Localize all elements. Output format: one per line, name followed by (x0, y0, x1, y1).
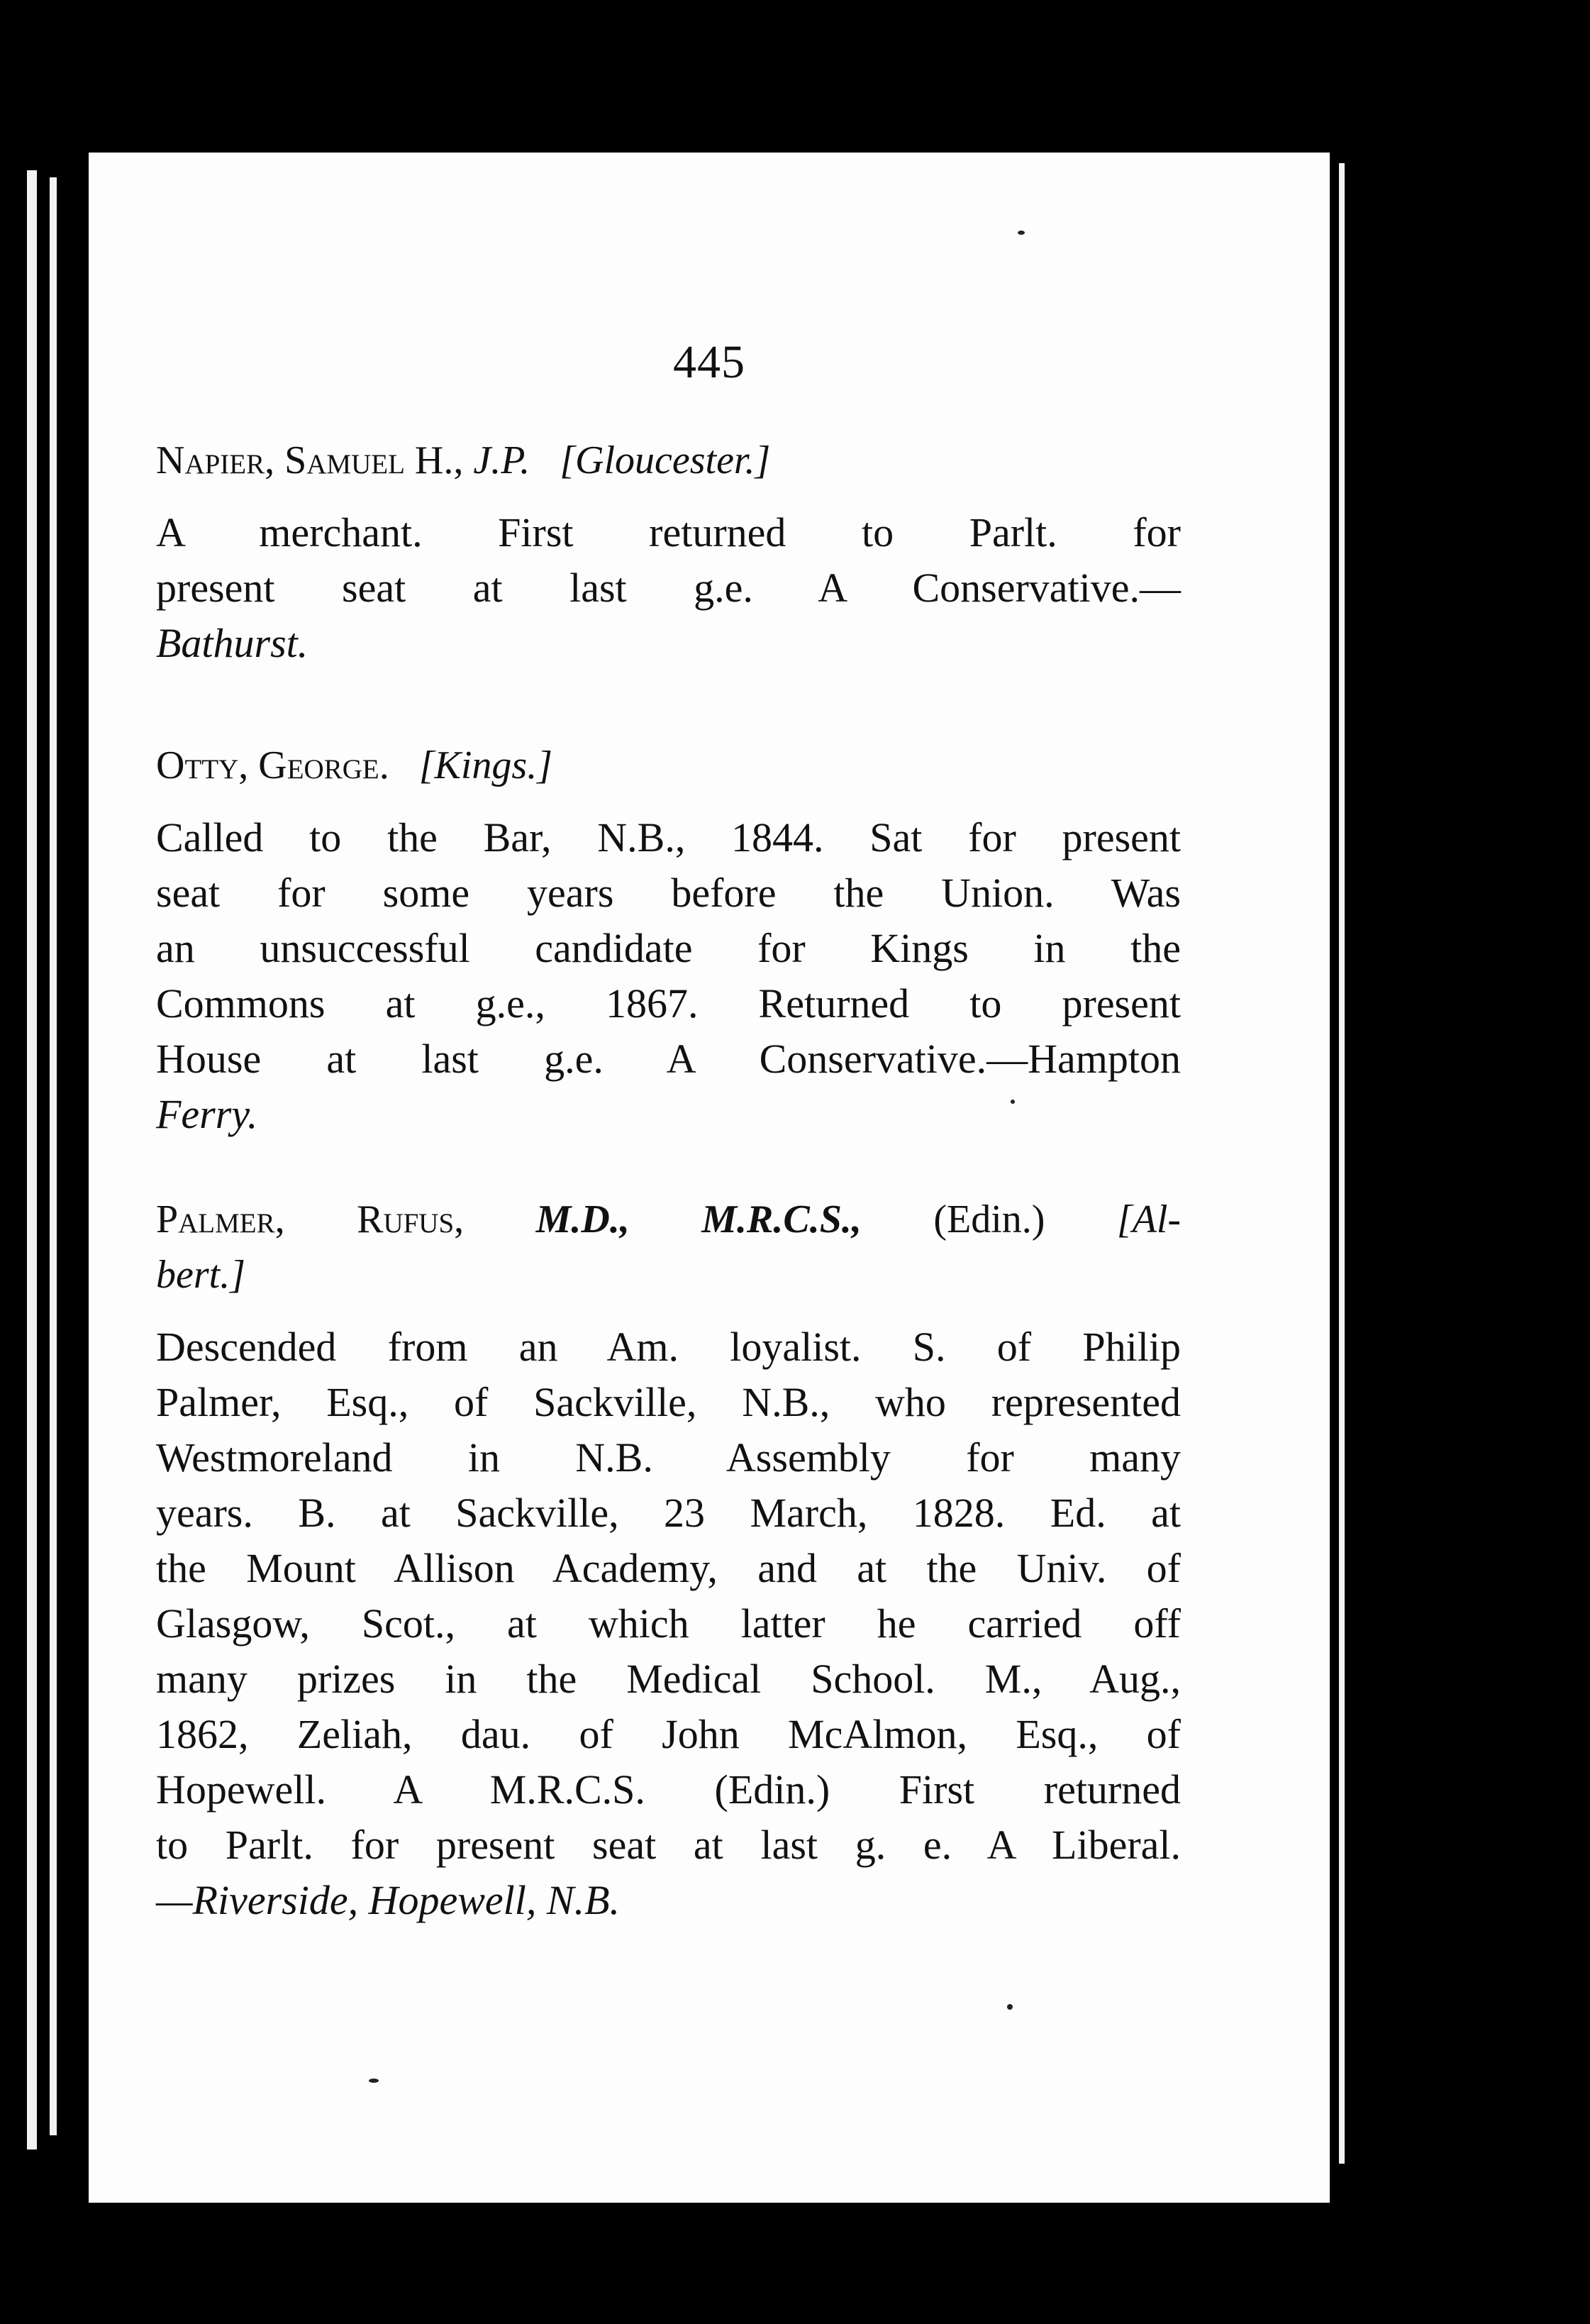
entry-line: present seat at last g.e. A Conservative.— (156, 565, 1181, 611)
entry-line: Commons at g.e., 1867. Returned to present (156, 980, 1181, 1027)
left-page-edge-inner (50, 177, 57, 2135)
entry-surname: Otty, (156, 743, 249, 787)
entry-given-name: Samuel H., (284, 438, 464, 482)
entry-line: House at last g.e. A Conservative.—Hampton (156, 1036, 1181, 1082)
entry-line: Called to the Bar, N.B., 1844. Sat for present (156, 814, 1181, 861)
book-page (89, 153, 1330, 2203)
entry-heading (156, 1192, 1181, 1247)
entry-line: A merchant. First returned to Parlt. for (156, 509, 1181, 555)
right-page-edge (1339, 163, 1345, 2164)
entry-residence: Bathurst. (156, 620, 308, 666)
entry-constituency-continued: bert.] (156, 1253, 245, 1297)
entry-given-name: Rufus, (357, 1197, 465, 1241)
entry-line: years. B. at Sackville, 23 March, 1828. Ed. at (156, 1490, 1181, 1536)
entry-line: Hopewell. A M.R.C.S. (Edin.) First returned (156, 1766, 1181, 1813)
entry-surname: Napier, (156, 438, 275, 482)
print-speck (1018, 231, 1025, 235)
entry-line: Glasgow, Scot., at which latter he carried off (156, 1600, 1181, 1647)
entry-residence: —Riverside, Hopewell, N.B. (156, 1877, 621, 1923)
entry-honorific: J.P. (473, 438, 530, 482)
entry-line: Palmer, Esq., of Sackville, N.B., who represented (156, 1379, 1181, 1425)
entry-constituency: [Al- (1116, 1197, 1182, 1241)
entry-otty (156, 738, 1181, 1142)
entry-body (156, 810, 1181, 1142)
entry-line: Westmoreland in N.B. Assembly for many (156, 1434, 1181, 1481)
entry-extra: (Edin.) (933, 1197, 1045, 1241)
entry-palmer (156, 1192, 1181, 1928)
entry-line: seat for some years before the Union. Was (156, 870, 1181, 916)
print-speck (1007, 2004, 1013, 2010)
entry-surname: Palmer, (156, 1197, 285, 1241)
entry-heading (156, 738, 1181, 793)
print-speck (369, 2079, 379, 2083)
page-number: 445 (673, 336, 745, 388)
entry-line: to Parlt. for present seat at last g. e. A Liberal. (156, 1822, 1181, 1868)
entry-honorific: M.D., M.R.C.S., (535, 1197, 862, 1241)
entry-body (156, 505, 1181, 671)
left-page-edge (27, 170, 37, 2149)
entry-given-name: George. (258, 743, 389, 787)
entry-line: an unsuccessful candidate for Kings in the (156, 925, 1181, 971)
entry-line: 1862, Zeliah, dau. of John McAlmon, Esq., of (156, 1711, 1181, 1757)
entry-constituency: [Kings.] (418, 743, 552, 787)
entry-heading (156, 433, 1181, 488)
entry-line: many prizes in the Medical School. M., Aug., (156, 1656, 1181, 1702)
entry-residence: Ferry. (156, 1091, 258, 1137)
entry-line: the Mount Allison Academy, and at the Univ. of (156, 1545, 1181, 1591)
entry-body (156, 1319, 1181, 1928)
entry-napier (156, 433, 1181, 671)
entry-constituency: [Gloucester.] (560, 438, 771, 482)
print-speck (1011, 1100, 1015, 1104)
entry-line: Descended from an Am. loyalist. S. of Philip (156, 1324, 1181, 1370)
